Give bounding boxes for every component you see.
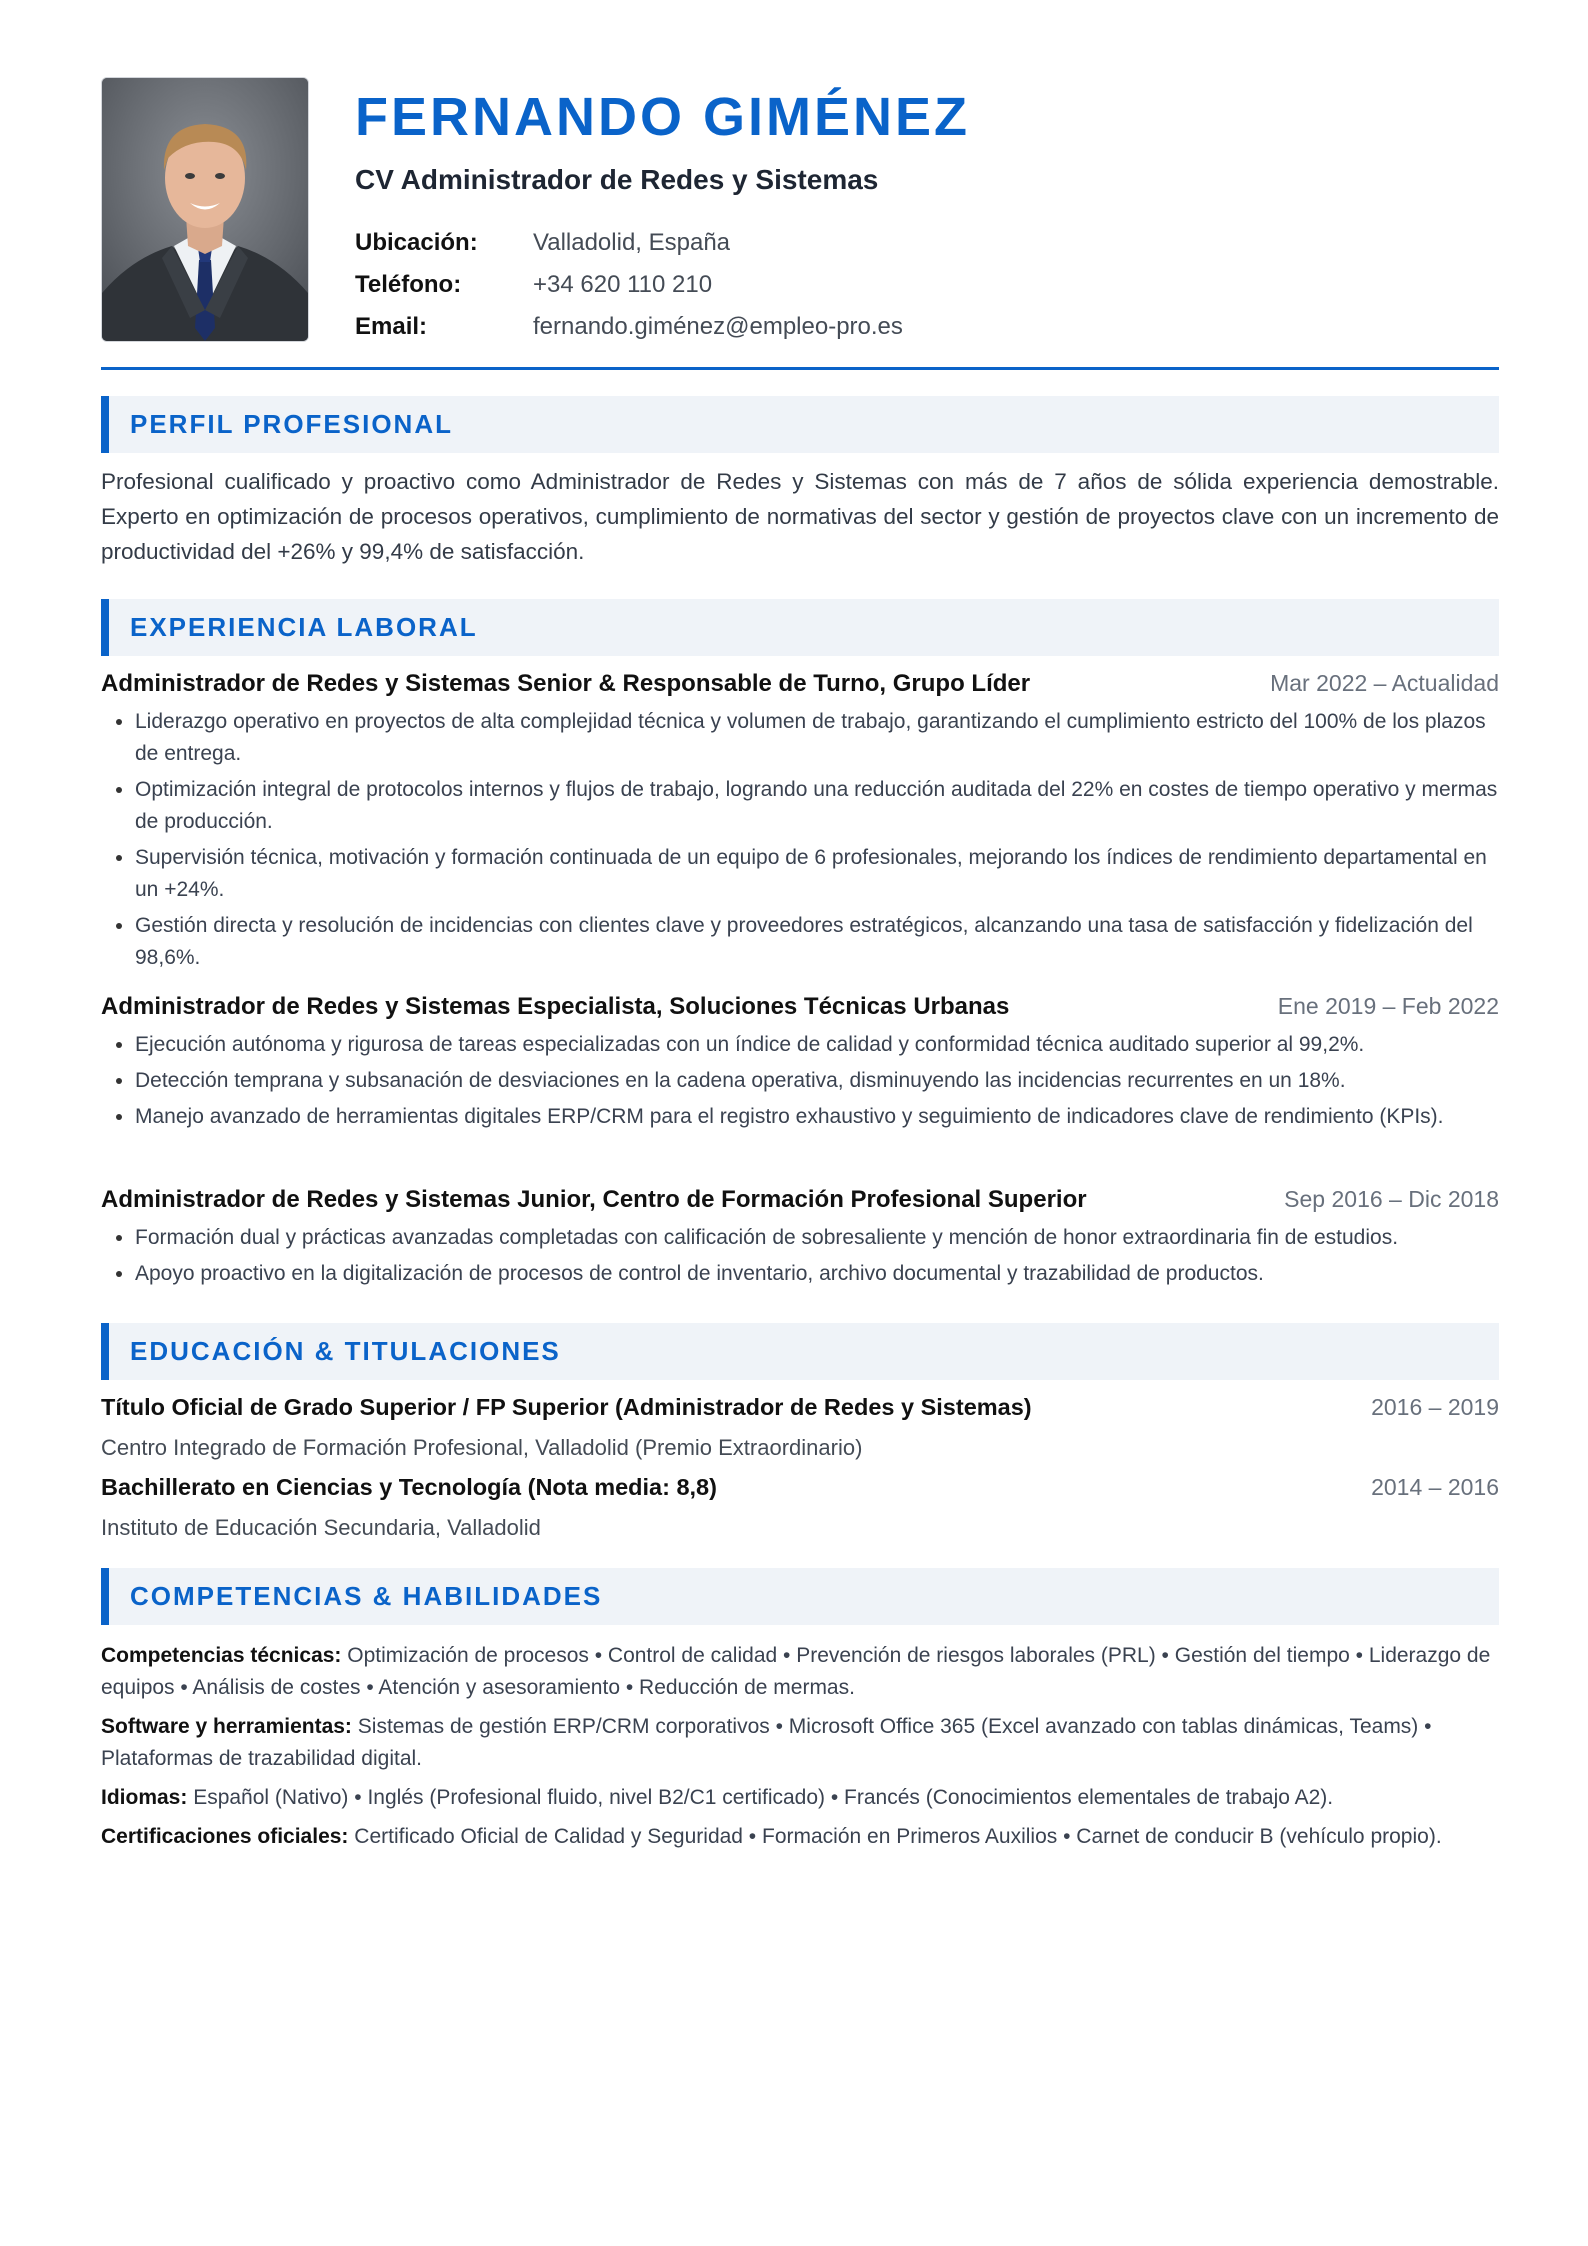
contact-label: Ubicación: <box>355 229 478 256</box>
skill-group <box>101 1821 1499 1853</box>
profile-section <box>101 464 1499 569</box>
skill-group <box>101 1711 1499 1775</box>
skills-section <box>101 1640 1499 1860</box>
skill-group <box>101 1640 1499 1704</box>
skill-text: Certificado Oficial de Calidad y Seguridad • Formación en Primeros Auxilios • Carnet de conducir B (vehículo propio). <box>348 1825 1442 1848</box>
skill-text: Optimización de procesos • Control de calidad • Prevención de riesgos laborales (PRL) • Gestión del tiempo • Liderazgo de equipos • Análisis de costes • Atención y asesoramiento • Reducción de mermas. <box>101 1644 1491 1699</box>
list-item: • Manejo avanzado de herramientas digitales ERP/CRM para el registro exhaustivo y seguimiento de indicadores clave de rendimiento (KPIs). <box>135 1101 1499 1133</box>
contact-phone <box>355 264 903 306</box>
job-entry <box>101 993 1499 1137</box>
education-entry <box>101 1474 1499 1546</box>
job-header <box>101 1186 1499 1222</box>
list-item: • Optimización integral de protocolos internos y flujos de trabajo, logrando una reducción auditada del 22% en costes de tiempo operativo y mermas de producción. <box>135 774 1499 838</box>
job-bullets <box>101 1029 1499 1133</box>
job-date: Ene 2019 – Feb 2022 <box>1277 993 1499 1019</box>
phone-value: +34 620 110 210 <box>533 271 713 298</box>
skill-label: Competencias técnicas: <box>101 1644 342 1667</box>
contact-label: Teléfono: <box>355 271 462 298</box>
job-header <box>101 670 1499 706</box>
contact-email <box>355 306 903 348</box>
education-header <box>101 1474 1499 1510</box>
contact-location <box>355 222 903 264</box>
job-date: Mar 2022 – Actualidad <box>1270 670 1499 696</box>
list-item: • Detección temprana y subsanación de desviaciones en la cadena operativa, disminuyendo las incidencias recurrentes en un 18%. <box>135 1065 1499 1097</box>
candidate-name: FERNANDO GIMÉNEZ <box>355 87 970 147</box>
skill-label: Software y herramientas: <box>101 1715 352 1738</box>
contact-label: Email: <box>355 313 428 340</box>
section-title: PERFIL PROFESIONAL <box>130 409 453 439</box>
job-bullets <box>101 1222 1499 1290</box>
section-header-experience <box>101 599 1499 656</box>
education-date: 2016 – 2019 <box>1371 1394 1499 1420</box>
list-item: • Ejecución autónoma y rigurosa de tareas especializadas con un índice de calidad y conformidad técnica auditado superior al 99,2%. <box>135 1029 1499 1061</box>
section-header-profile <box>101 396 1499 453</box>
job-entry <box>101 1186 1499 1294</box>
job-header <box>101 993 1499 1029</box>
location-value: Valladolid, España <box>533 229 731 256</box>
list-item: • Liderazgo operativo en proyectos de alta complejidad técnica y volumen de trabajo, garantizando el cumplimiento estricto del 100% de los plazos de entrega. <box>135 706 1499 770</box>
education-date: 2014 – 2016 <box>1371 1474 1499 1500</box>
section-title: EDUCACIÓN & TITULACIONES <box>130 1336 561 1366</box>
degree-title: Bachillerato en Ciencias y Tecnología (Nota media: 8,8) <box>101 1474 717 1500</box>
skill-text: Sistemas de gestión ERP/CRM corporativos • Microsoft Office 365 (Excel avanzado con tablas dinámicas, Teams) • Plataformas de trazabilidad digital. <box>101 1715 1432 1770</box>
list-item: • Gestión directa y resolución de incidencias con clientes clave y proveedores estratégicos, alcanzando una tasa de satisfacción y fidelización del 98,6%. <box>135 910 1499 974</box>
skill-label: Certificaciones oficiales: <box>101 1825 349 1848</box>
institution-name: Instituto de Educación Secundaria, Valladolid <box>101 1515 541 1540</box>
job-title: Administrador de Redes y Sistemas Junior, Centro de Formación Profesional Superior <box>101 1186 1087 1213</box>
section-header-education <box>101 1323 1499 1380</box>
skill-label: Idiomas: <box>101 1786 188 1809</box>
job-bullets <box>101 706 1499 974</box>
degree-title: Título Oficial de Grado Superior / FP Superior (Administrador de Redes y Sistemas) <box>101 1394 1032 1420</box>
job-entry <box>101 670 1499 978</box>
list-item: • Supervisión técnica, motivación y formación continuada de un equipo de 6 profesionales, mejorando los índices de rendimiento departamental en un +24%. <box>135 842 1499 906</box>
job-title: Administrador de Redes y Sistemas Especialista, Soluciones Técnicas Urbanas <box>101 993 1010 1020</box>
header-divider <box>101 367 1499 370</box>
list-item: • Formación dual y prácticas avanzadas completadas con calificación de sobresaliente y mención de honor extraordinaria fin de estudios. <box>135 1222 1499 1254</box>
section-title: EXPERIENCIA LABORAL <box>130 612 478 642</box>
cv-subtitle: CV Administrador de Redes y Sistemas <box>355 164 879 195</box>
job-title: Administrador de Redes y Sistemas Senior & Responsable de Turno, Grupo Líder <box>101 670 1031 697</box>
education-entry <box>101 1394 1499 1466</box>
profile-photo <box>102 78 308 341</box>
skill-text: Español (Nativo) • Inglés (Profesional fluido, nivel B2/C1 certificado) • Francés (Conocimientos elementales de trabajo A2). <box>187 1786 1334 1809</box>
education-header <box>101 1394 1499 1430</box>
section-header-skills <box>101 1568 1499 1625</box>
profile-summary: Profesional cualificado y proactivo como Administrador de Redes y Sistemas con más de 7 años de sólida experiencia demostrable. Experto en optimización de procesos operativos, cumplimiento de normativas del sector y gestión de proyectos clave con un incremento de productividad del +26% y 99,4% de satisfacción. <box>101 469 1499 564</box>
email-value: fernando.giménez@empleo-pro.es <box>533 313 903 340</box>
contact-info <box>355 222 903 348</box>
skill-group <box>101 1782 1499 1814</box>
section-title: COMPETENCIAS & HABILIDADES <box>130 1581 603 1611</box>
institution-name: Centro Integrado de Formación Profesional, Valladolid (Premio Extraordinario) <box>101 1435 863 1460</box>
portrait-image <box>102 78 308 341</box>
list-item: • Apoyo proactivo en la digitalización de procesos de control de inventario, archivo documental y trazabilidad de productos. <box>135 1258 1499 1290</box>
job-date: Sep 2016 – Dic 2018 <box>1284 1186 1499 1212</box>
